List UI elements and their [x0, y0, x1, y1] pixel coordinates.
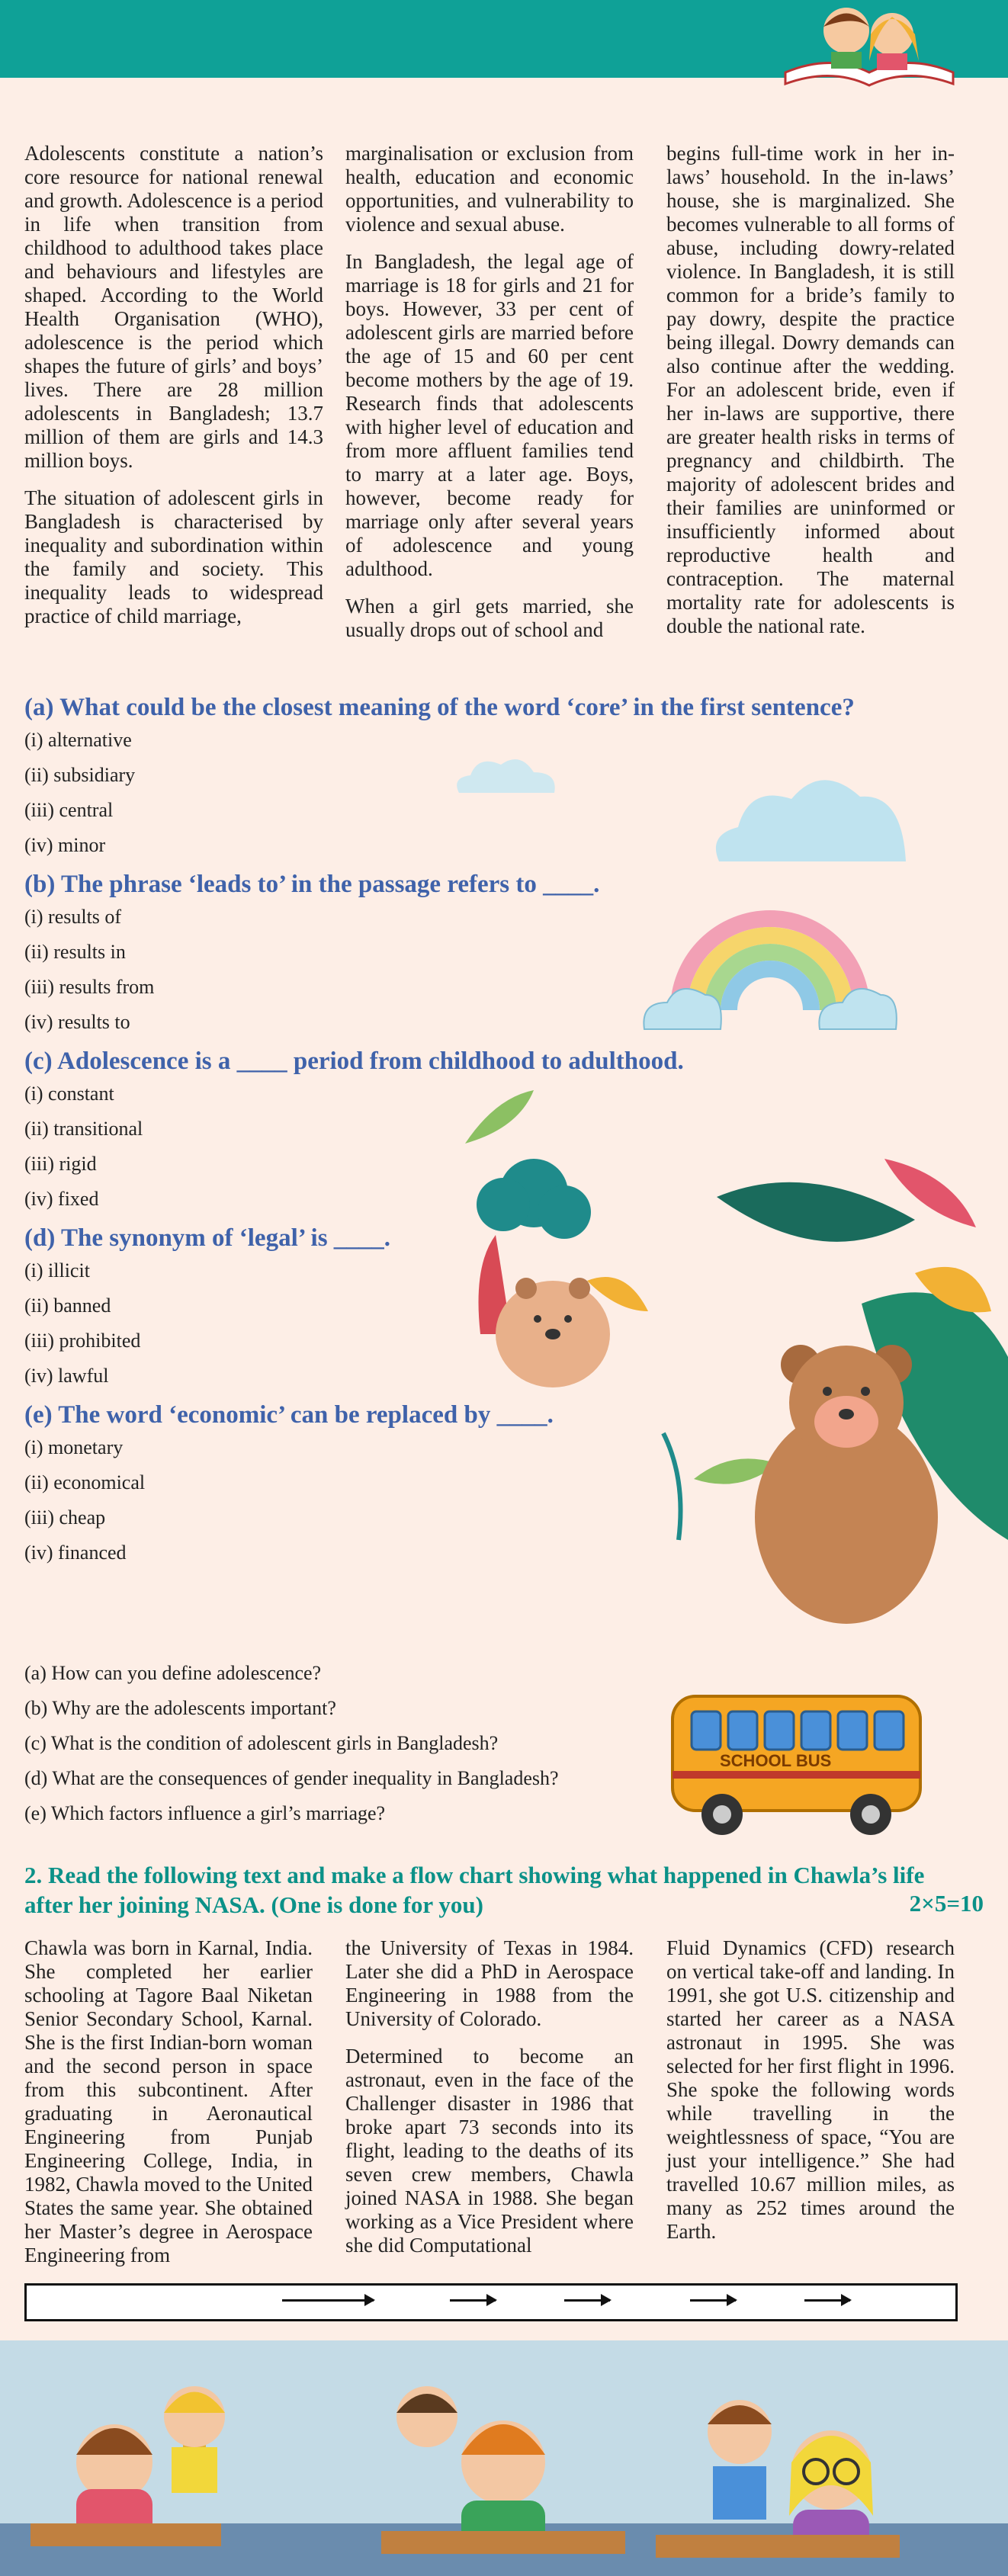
flow-arrow — [690, 2299, 736, 2302]
small-cloud-icon — [451, 751, 562, 797]
chawla-column-1 — [24, 1936, 313, 2281]
passage-paragraph: The situation of adolescent girls in Bangladesh is characterised by inequality and subordination within the family and society. This inequality leads to widespread practice of child marriage, — [24, 486, 323, 627]
question-heading: (c) Adolescence is a ____ period from childhood to adulthood. — [24, 1047, 684, 1075]
option: (ii) economical — [24, 1471, 146, 1493]
short-question: (e) Which factors influence a girl’s marriage? — [24, 1802, 386, 1824]
option: (ii) transitional — [24, 1118, 143, 1140]
option: (iv) lawful — [24, 1365, 109, 1387]
mcq-b — [24, 869, 599, 1040]
option: (iii) rigid — [24, 1153, 97, 1175]
chawla-column-2 — [345, 1936, 634, 2271]
classroom-kids-illustration — [0, 2340, 1008, 2576]
short-question: (c) What is the condition of adolescent girls in Bangladesh? — [24, 1732, 499, 1754]
mcq-e — [24, 1400, 554, 1570]
question-heading: (d) The synonym of ‘legal’ is ____. — [24, 1224, 391, 1252]
option: (iii) prohibited — [24, 1330, 141, 1352]
rainbow-icon — [640, 881, 900, 1033]
chawla-paragraph: Chawla was born in Karnal, India. She completed her earlier schooling at Tagore Baal Niketan Senior Secondary School, Karnal. She is the first Indian-born woman and the second person in space from this subcontinent. After graduating in Aeronautical Engineering from Punjab Engineering College, India, in 1982, Chawla moved to the United States the same year. She obtained her Master’s degree in Aerospace Engineering from — [24, 1936, 313, 2266]
passage-paragraph: Adolescents constitute a nation’s core resource for national renewal and growth. Adolescence is a period in life when transition from childhood to adulthood takes place and behaviours and lifestyles are shaped. According to the World Health Organisation (WHO), adolescence is the period which shapes the future of girls’ and boys’ lives. There are 28 million adolescents in Bangladesh; 13.7 million of them are girls and 14.3 million boys. — [24, 142, 323, 472]
flow-chart-box — [24, 2283, 958, 2321]
short-question: (a) How can you define adolescence? — [24, 1662, 322, 1684]
passage-paragraph: When a girl gets married, she usually drops out of school and — [345, 595, 634, 641]
passage-paragraph: marginalisation or exclusion from health, education and economic opportunities, and vulnerability to violence and sexual abuse. — [345, 142, 634, 236]
option: (i) results of — [24, 906, 122, 928]
short-question: (b) Why are the adolescents important? — [24, 1697, 336, 1719]
short-question: (d) What are the consequences of gender inequality in Bangladesh? — [24, 1767, 559, 1789]
chawla-column-3 — [666, 1936, 955, 2257]
passage-column-2 — [345, 142, 634, 656]
section-2-heading: 2. Read the following text and make a flow chart showing what happened in Chawla’s life after her joining NASA. (One is done for you) — [24, 1862, 925, 1918]
passage-paragraph: begins full-time work in her in-laws’ household. In the in-laws’ house, she is marginalized. She becomes vulnerable to all forms of abuse, including dowry-related violence. In Bangladesh, it is still common for a bride’s family to pay dowry, despite the practice being illegal. Dowry demands can also continue after the wedding. For an adolescent bride, even if her in-laws are supportive, there are greater health risks in terms of pregnancy and childbirth. The majority of adolescent brides and their families are uninformed or insufficiently informed about reproductive health and contraception. The maternal mortality rate for adolescents is double the national rate. — [666, 142, 955, 637]
option: (iv) results to — [24, 1011, 130, 1033]
school-bus-illustration — [665, 1681, 932, 1837]
option: (i) monetary — [24, 1436, 124, 1458]
chawla-paragraph: Determined to become an astronaut, even in the face of the Challenger disaster in 1986 that broke apart 73 seconds into its flight, leading to the deaths of its seven crew members, Chawla joined NASA in 1988. She began working as a Vice President where she did Computational — [345, 2045, 634, 2257]
option: (ii) subsidiary — [24, 764, 136, 786]
passage-column-3 — [666, 142, 955, 652]
passage-paragraph: In Bangladesh, the legal age of marriage is 18 for girls and 21 for boys. However, 33 per cent of adolescent girls are married before the age of 15 and 60 per cent become mothers by the age of 19. Research finds that adolescents with higher level of education and from more affluent families tend to marry at a later age. Boys, however, become ready for marriage only after several years of adolescence and young adulthood. — [345, 250, 634, 580]
bus-label: SCHOOL BUS — [720, 1751, 832, 1770]
flow-arrow — [564, 2299, 610, 2302]
flow-arrow — [450, 2299, 496, 2302]
question-heading: (b) The phrase ‘leads to’ in the passage refers to ____. — [24, 871, 600, 898]
question-heading: (e) The word ‘economic’ can be replaced by ____. — [24, 1401, 554, 1429]
leaves-and-hamster-illustration — [450, 1083, 679, 1403]
option: (iii) results from — [24, 976, 155, 998]
option: (iv) fixed — [24, 1188, 99, 1210]
option: (ii) banned — [24, 1294, 111, 1317]
option: (i) alternative — [24, 729, 132, 751]
flow-arrow — [282, 2299, 374, 2302]
option: (i) illicit — [24, 1259, 90, 1282]
option: (i) constant — [24, 1083, 114, 1105]
flow-arrow — [804, 2299, 850, 2302]
chawla-paragraph: Fluid Dynamics (CFD) research on vertical take-off and landing. In 1991, she got U.S. citizenship and started her career as a NASA astronaut in 1995. She was selected for her first flight in 1996. She spoke the following words while travelling in the weightlessness of space, “You are just your intelligence.” She had travelled 10.67 million miles, as many as 252 times around the Earth. — [666, 1936, 955, 2243]
large-cloud-icon — [708, 762, 915, 869]
passage-column-1 — [24, 142, 323, 642]
marks-label: 2×5=10 — [909, 1890, 984, 1917]
chawla-paragraph: the University of Texas in 1984. Later she did a PhD in Aerospace Engineering in 1988 from the University of Colorado. — [345, 1936, 634, 2030]
question-heading: (a) What could be the closest meaning of the word ‘core’ in the first sentence? — [24, 694, 855, 721]
option: (iv) minor — [24, 834, 106, 856]
short-questions — [24, 1656, 559, 1831]
kids-reading-illustration — [770, 0, 968, 91]
mcq-d — [24, 1223, 390, 1394]
option: (ii) results in — [24, 941, 126, 963]
bear-and-leaves-illustration — [656, 1159, 1008, 1631]
option: (iii) central — [24, 799, 114, 821]
option: (iv) financed — [24, 1541, 127, 1564]
option: (iii) cheap — [24, 1506, 106, 1529]
